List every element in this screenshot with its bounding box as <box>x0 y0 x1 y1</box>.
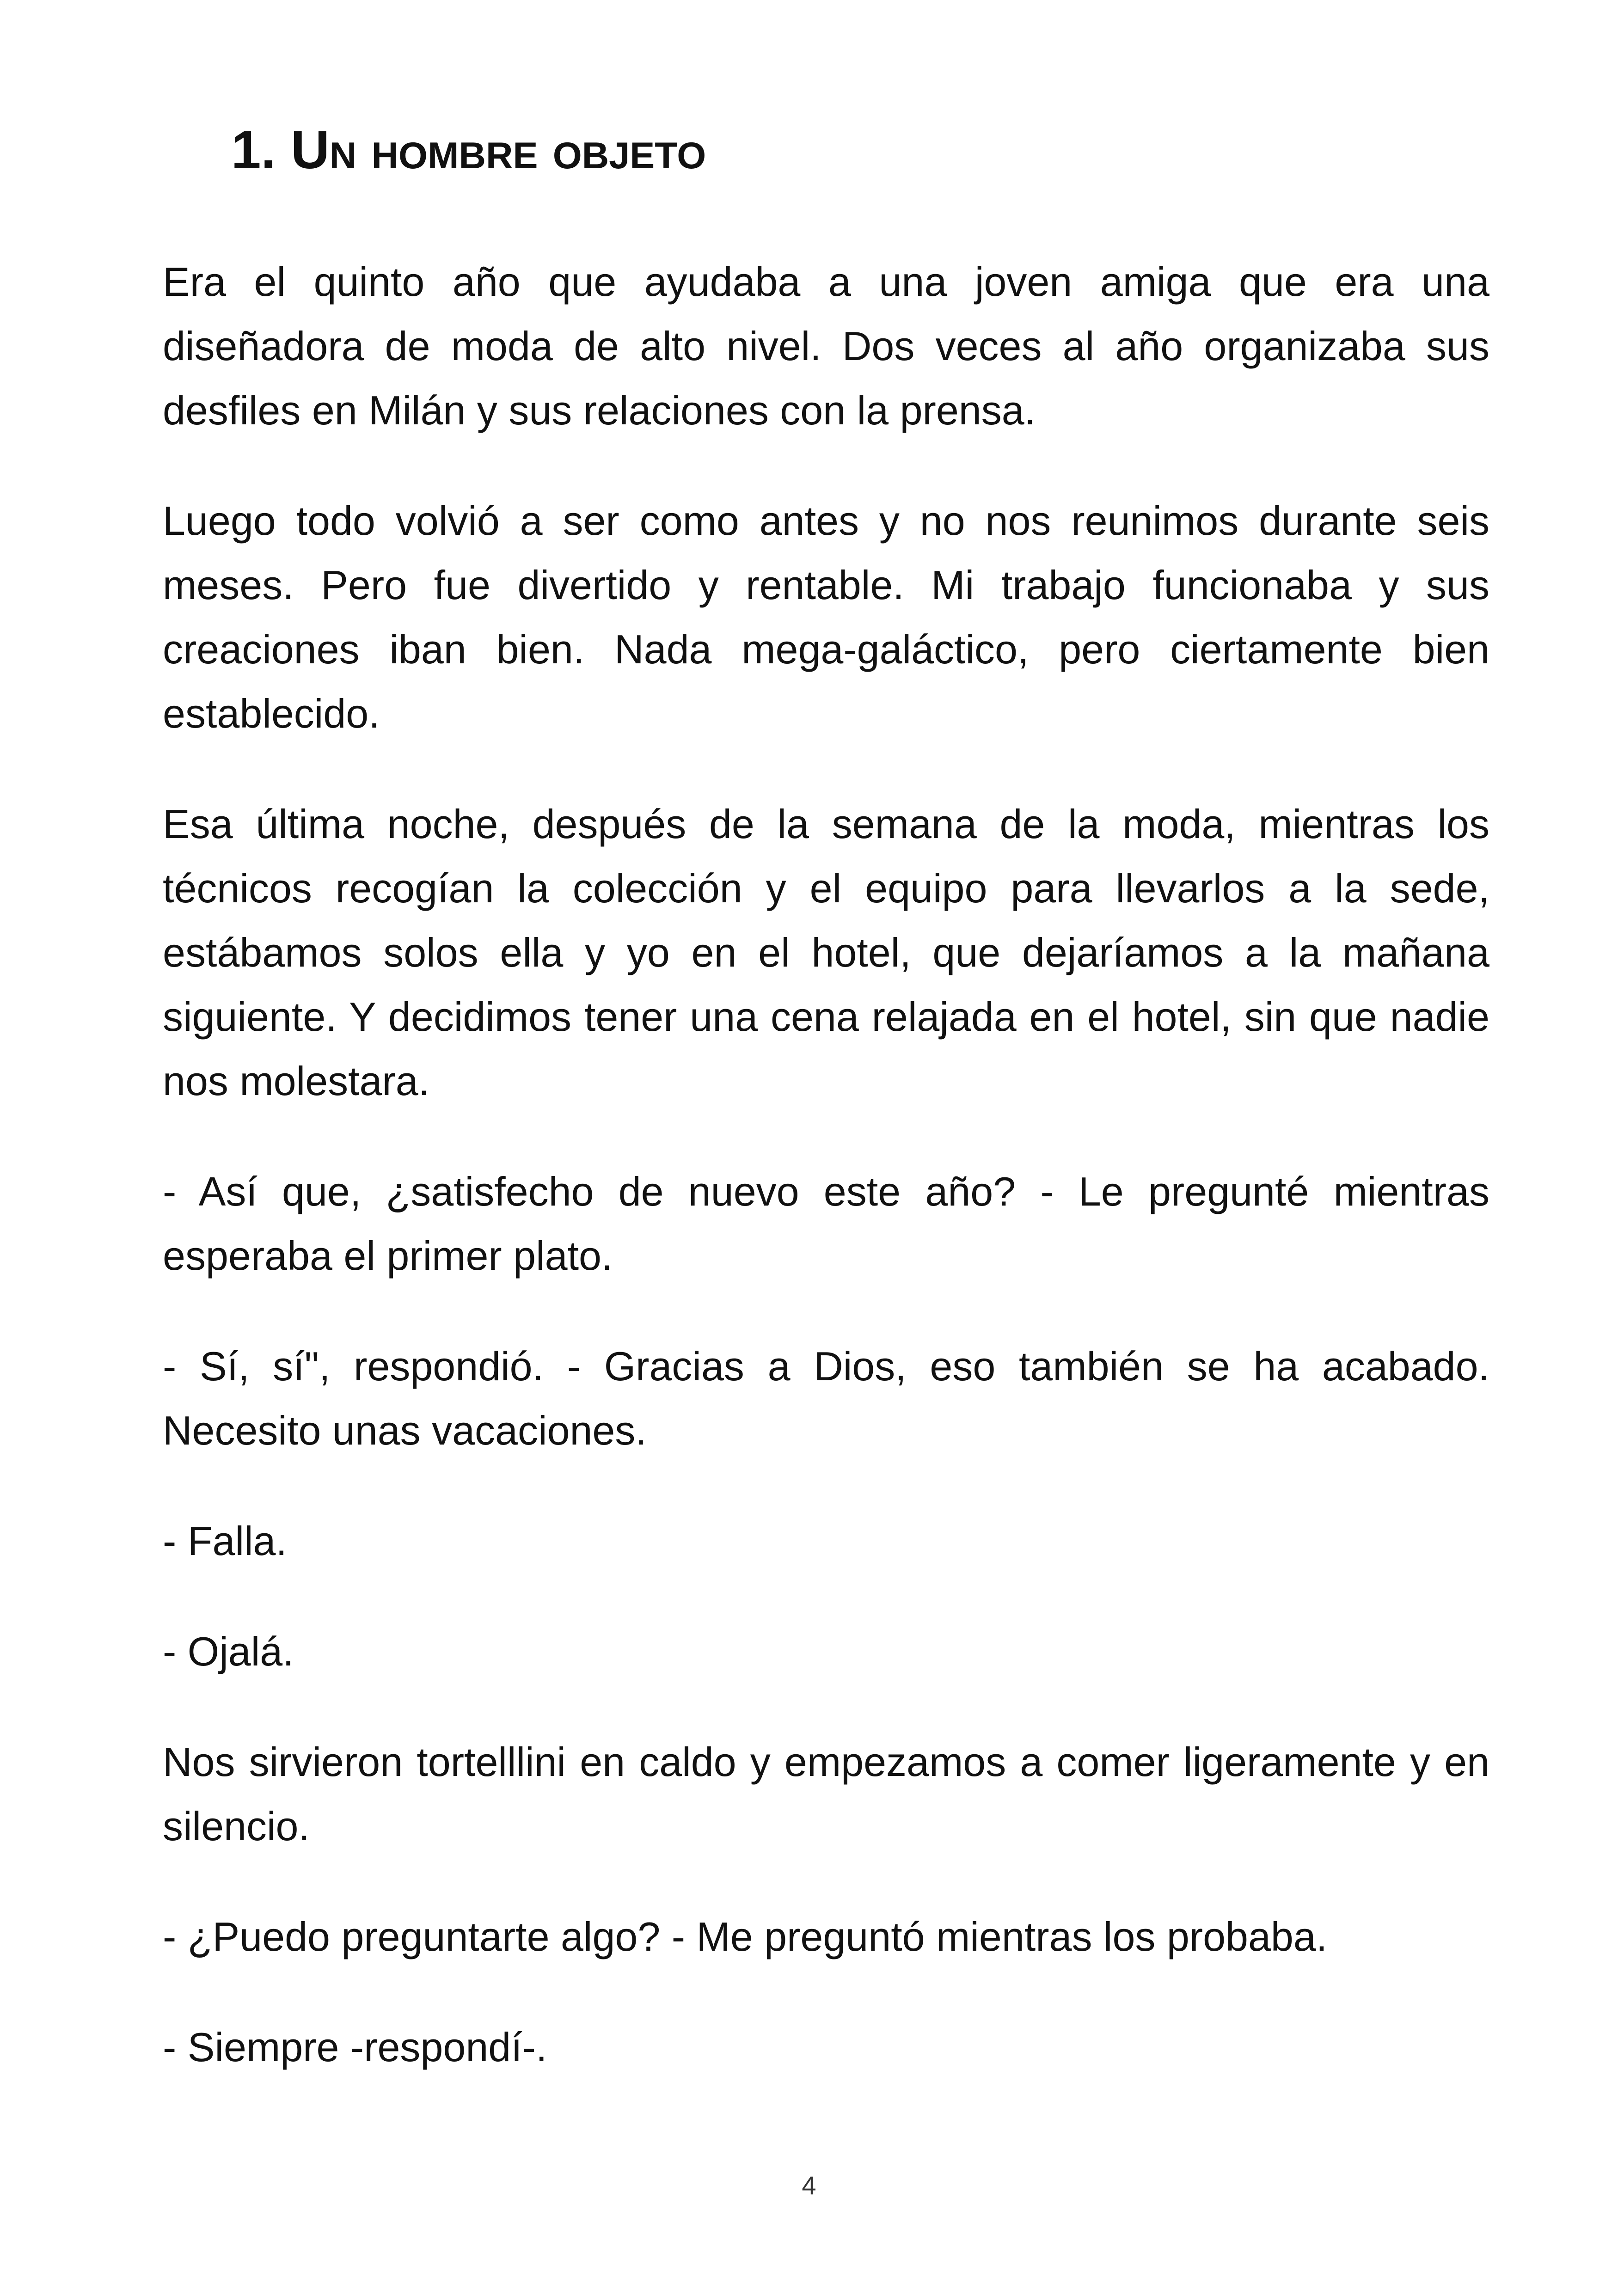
dialogue-line: - Siempre -respondí-. <box>163 2024 547 2070</box>
chapter-title <box>231 118 706 182</box>
chapter-title-text: Un hombre objeto <box>290 120 706 180</box>
dialogue-line: - Así que, ¿satisfecho de nuevo este año? - Le pregunté mientras esperaba el primer plato. <box>163 1169 1489 1279</box>
paragraph: Nos sirvieron tortelllini en caldo y empezamos a comer ligeramente y en silencio. <box>163 1739 1489 1849</box>
paragraph: Luego todo volvió a ser como antes y no nos reunimos durante seis meses. Pero fue divertido y rentable. Mi trabajo funcionaba y sus creaciones iban bien. Nada mega-galáctico, pero ciertamente bien establecido. <box>163 498 1489 736</box>
paragraph: Era el quinto año que ayudaba a una joven amiga que era una diseñadora de moda de alto nivel. Dos veces al año organizaba sus desfiles en Milán y sus relaciones con la prensa. <box>163 259 1489 433</box>
body-text <box>163 250 1489 2125</box>
dialogue-line: - Ojalá. <box>163 1629 294 1674</box>
page-number: 4 <box>802 2171 816 2200</box>
dialogue-line: - Falla. <box>163 1518 287 1564</box>
dialogue-line: - ¿Puedo preguntarte algo? - Me preguntó mientras los probaba. <box>163 1914 1328 1959</box>
chapter-number: 1. <box>231 120 276 180</box>
dialogue-line: - Sí, sí", respondió. - Gracias a Dios, eso también se ha acabado. Necesito unas vacaciones. <box>163 1343 1489 1453</box>
paragraph: Esa última noche, después de la semana de la moda, mientras los técnicos recogían la colección y el equipo para llevarlos a la sede, estábamos solos ella y yo en el hotel, que dejaríamos a la mañana siguiente. Y decidimos tener una cena relajada en el hotel, sin que nadie nos molestara. <box>163 801 1489 1104</box>
